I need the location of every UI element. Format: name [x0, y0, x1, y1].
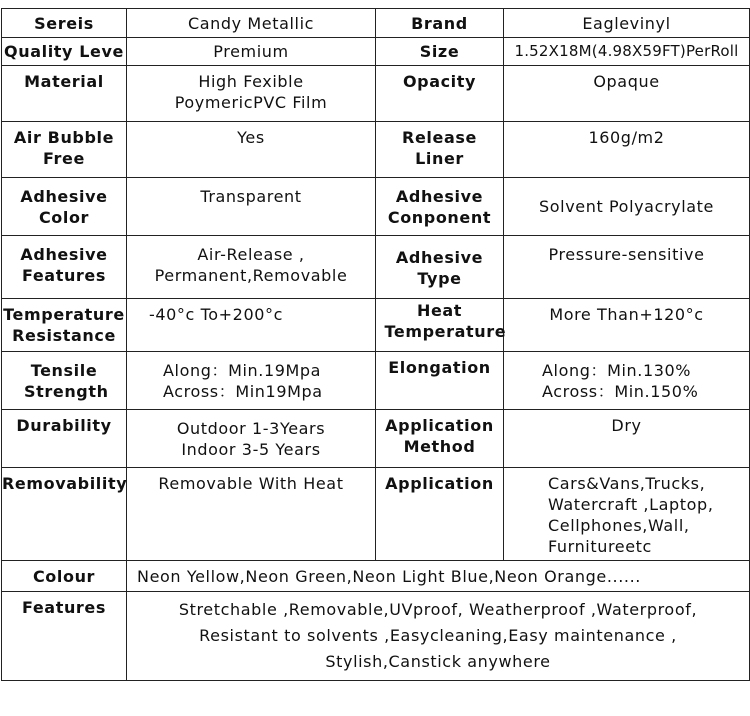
spec-value-line: Stretchable ,Removable,UVproof, Weatherproof ,Waterproof, — [178, 600, 698, 619]
value-cell — [504, 38, 750, 66]
value-cell — [127, 9, 376, 38]
label-cell — [2, 122, 127, 178]
spec-label: Release Liner — [402, 128, 477, 168]
label-cell — [376, 410, 504, 468]
table-row — [2, 352, 750, 410]
spec-table — [1, 8, 750, 681]
label-cell — [2, 299, 127, 352]
value-cell — [504, 236, 750, 299]
value-cell — [127, 468, 376, 561]
value-cell — [504, 9, 750, 38]
features-value-cell — [127, 592, 750, 681]
label-cell — [376, 66, 504, 122]
value-cell — [127, 122, 376, 178]
spec-value-line: Air-Release , — [197, 245, 305, 264]
value-cell — [127, 410, 376, 468]
spec-label: Adhesive Color — [20, 187, 108, 227]
spec-label: Quality Leve — [4, 42, 124, 61]
label-cell — [376, 468, 504, 561]
table-row-features — [2, 592, 750, 681]
spec-value: Yes — [237, 128, 265, 147]
label-cell — [2, 38, 127, 66]
spec-label: Sereis — [34, 13, 94, 33]
table-row — [2, 38, 750, 66]
spec-label: Air Bubble Free — [13, 128, 115, 168]
label-cell — [2, 236, 127, 299]
spec-value-line: Outdoor 1-3Years — [176, 419, 326, 438]
value-cell — [127, 352, 376, 410]
spec-value: Solvent Polyacrylate — [539, 197, 714, 216]
spec-value: Eaglevinyl — [582, 13, 671, 33]
label-cell — [376, 236, 504, 299]
spec-label: Application — [385, 474, 494, 493]
spec-value: Candy Metallic — [187, 13, 315, 33]
value-cell — [504, 178, 750, 236]
value-cell — [127, 178, 376, 236]
table-row — [2, 468, 750, 561]
value-cell — [127, 236, 376, 299]
spec-label: Durability — [16, 416, 112, 435]
spec-value-line: Cellphones,Wall, — [548, 516, 690, 535]
value-cell — [504, 66, 750, 122]
spec-label: Heat Temperature — [384, 301, 507, 341]
spec-label: Application Method — [385, 416, 494, 456]
table-row — [2, 236, 750, 299]
value-cell — [127, 299, 376, 352]
label-cell — [2, 468, 127, 561]
label-cell — [376, 122, 504, 178]
spec-value: Removable With Heat — [158, 474, 344, 493]
spec-value-line: Stylish,Canstick anywhere — [325, 652, 551, 671]
label-cell — [376, 352, 504, 410]
label-cell — [376, 299, 507, 352]
spec-value: 1.52X18M(4.98X59FT)PerRoll — [514, 42, 739, 60]
table-row-colour — [2, 561, 750, 592]
value-cell — [127, 38, 376, 66]
value-cell — [504, 410, 750, 468]
spec-label: Elongation — [388, 358, 491, 377]
label-cell — [376, 9, 504, 38]
spec-label: Colour — [32, 566, 96, 586]
spec-label: Adhesive Features — [20, 245, 108, 285]
spec-value-line: Permanent,Removable — [154, 266, 348, 285]
spec-value-line: Along：Min.19Mpa — [163, 361, 322, 380]
label-cell — [2, 178, 127, 236]
label-cell — [2, 9, 127, 38]
table-row — [2, 66, 750, 122]
spec-value-line: Across：Min.150% — [542, 382, 699, 401]
spec-value: Transparent — [200, 187, 302, 206]
spec-value: Dry — [611, 416, 642, 435]
value-cell — [504, 299, 750, 352]
spec-label: Temperature Resistance — [3, 305, 125, 345]
label-cell — [2, 66, 127, 122]
spec-value: -40°c To+200°c — [149, 305, 284, 324]
spec-label: Removability — [2, 474, 128, 493]
spec-value-line: Across：Min19Mpa — [163, 382, 323, 401]
label-cell — [2, 561, 127, 592]
spec-value: 160g/m2 — [588, 128, 665, 147]
value-cell — [504, 122, 750, 178]
spec-label: Brand — [411, 13, 468, 33]
spec-value-line: Indoor 3-5 Years — [181, 440, 321, 459]
value-cell — [504, 468, 750, 561]
spec-label: Features — [21, 598, 107, 617]
spec-label: Size — [419, 42, 460, 61]
spec-value: Premium — [213, 42, 289, 61]
spec-label: Material — [24, 72, 104, 91]
table-row — [2, 9, 750, 38]
spec-value-line: Along：Min.130% — [542, 361, 692, 380]
spec-label: Adhesive Conponent — [387, 187, 492, 227]
spec-value-line: High Fexible — [198, 72, 304, 91]
spec-value-line: Cars&Vans,Trucks, — [548, 474, 706, 493]
table-row — [2, 122, 750, 178]
label-cell — [2, 352, 127, 410]
table-row — [2, 410, 750, 468]
spec-value-line: Resistant to solvents ,Easycleaning,Easy maintenance , — [199, 626, 677, 645]
spec-value-line: Furnitureetc — [548, 537, 652, 556]
spec-value: More Than+120°c — [549, 305, 704, 324]
spec-value-line: Watercraft ,Laptop, — [548, 495, 714, 514]
colour-value-cell — [127, 561, 750, 592]
spec-value-line: PoymericPVC Film — [174, 93, 328, 112]
value-cell — [504, 352, 750, 410]
spec-label: Opacity — [402, 72, 477, 91]
spec-value: Neon Yellow,Neon Green,Neon Light Blue,Neon Orange...... — [137, 566, 641, 586]
label-cell — [2, 410, 127, 468]
spec-value: Opaque — [593, 72, 660, 91]
label-cell — [376, 178, 504, 236]
value-cell — [127, 66, 376, 122]
label-cell — [2, 592, 127, 681]
label-cell — [376, 38, 504, 66]
table-row — [2, 178, 750, 236]
spec-value: Pressure-sensitive — [548, 245, 705, 264]
spec-label: Adhesive Type — [395, 248, 484, 288]
spec-label: Tensile Strength — [24, 361, 109, 401]
table-row — [2, 299, 750, 352]
